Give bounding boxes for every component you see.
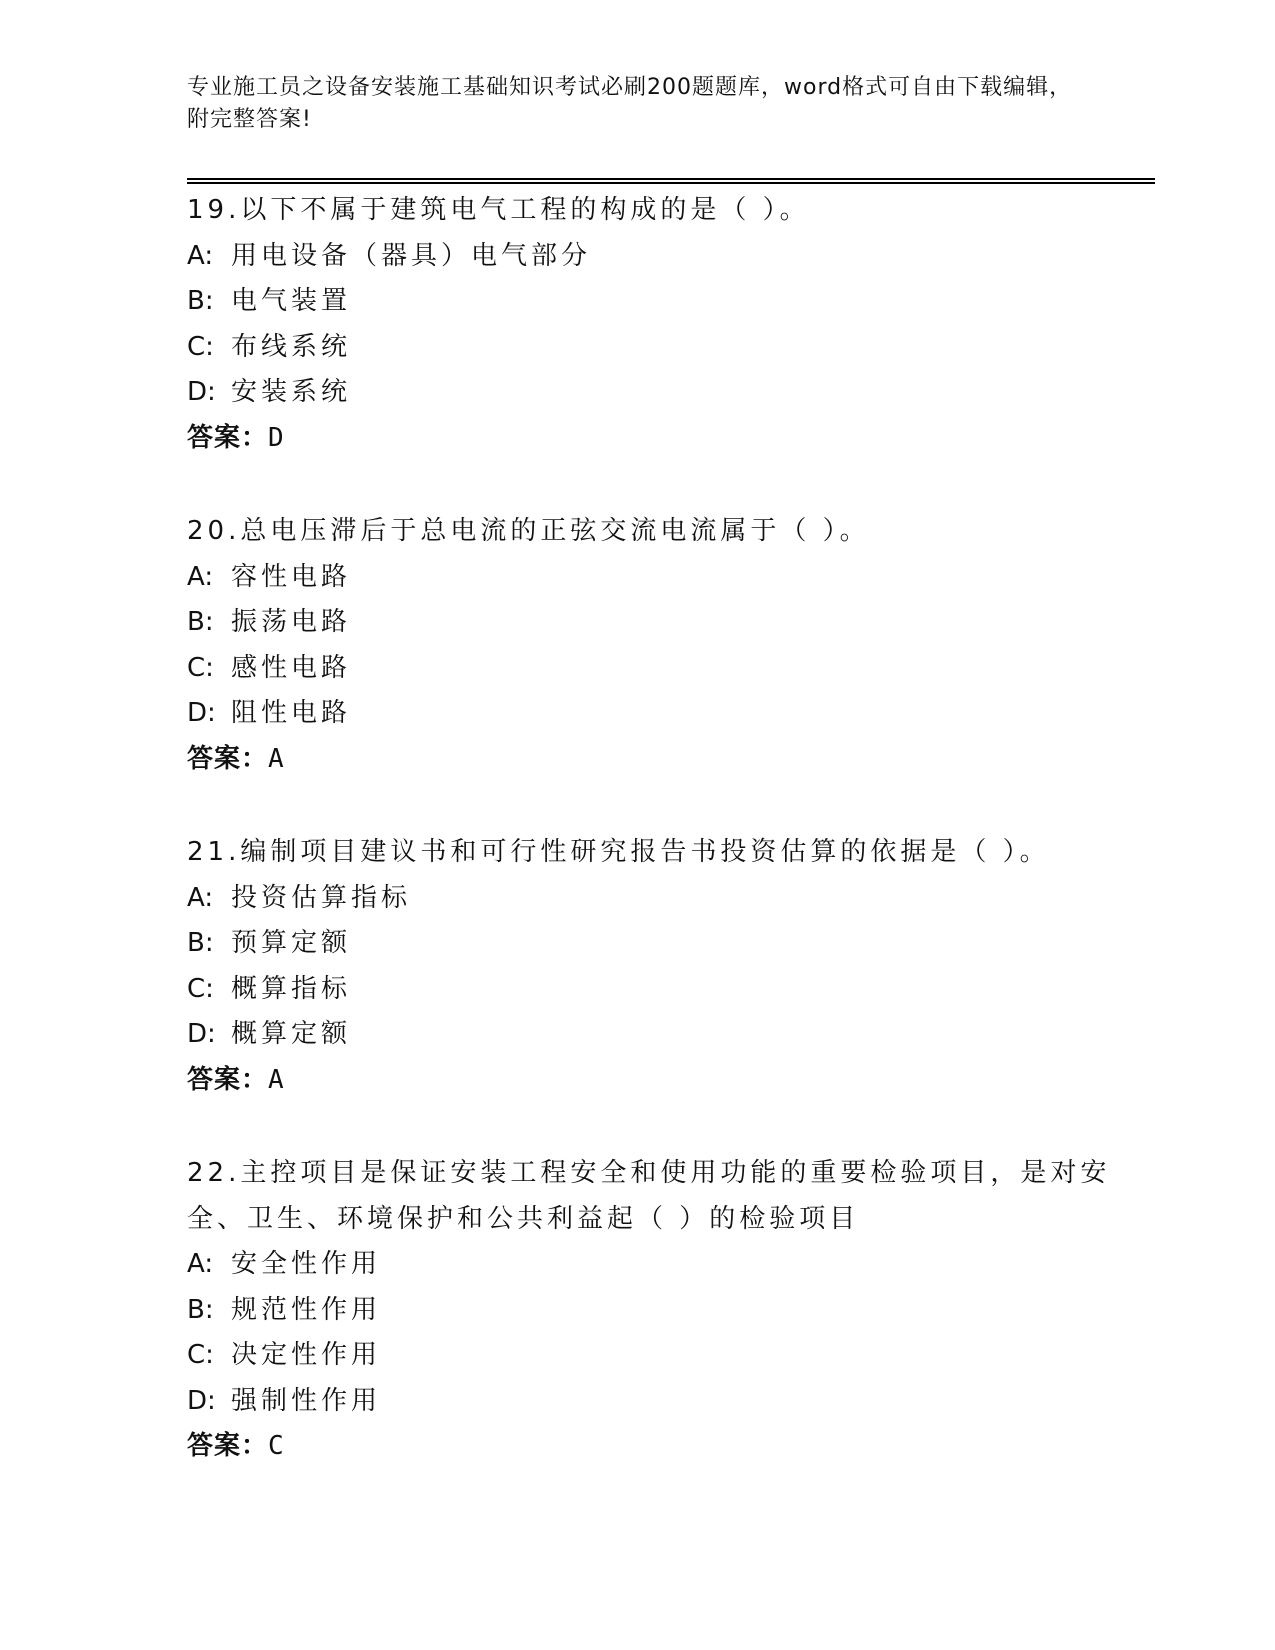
option-text: 强制性作用 [231,1385,382,1416]
option-b [187,279,1147,325]
option-text: 概算定额 [231,1019,352,1049]
option-a [187,234,1147,280]
question-stem: 20.总电压滞后于总电流的正弦交流电流属于（ ）。 [187,516,870,546]
option-letter: A: [187,1249,214,1279]
option-letter: C: [187,331,214,362]
header-rule-bottom [187,182,1155,184]
answer-value: A [268,743,285,774]
answer-value: D [268,422,285,453]
option-b [187,1288,1147,1334]
option-d [187,691,1147,737]
option-d [187,1379,1147,1425]
option-a [187,555,1147,601]
answer-label: 答案： [187,1431,269,1461]
option-text: 电气装置 [231,286,352,316]
option-letter: D: [187,1019,216,1049]
option-text: 布线系统 [231,331,352,362]
option-b [187,600,1147,646]
question-stem: 21.编制项目建议书和可行性研究报告书投资估算的依据是（ ）。 [187,837,1050,867]
option-letter: D: [187,698,216,728]
option-letter: B: [187,286,214,316]
answer-value: C [268,1431,285,1461]
answer-value: A [268,1064,285,1095]
option-c [187,967,1147,1013]
header-rule-top [187,178,1155,180]
option-letter: C: [187,973,214,1004]
question-list [187,188,1147,1518]
option-c [187,1333,1147,1379]
option-c [187,646,1147,692]
option-letter: B: [187,607,214,637]
answer-line [187,1424,1147,1470]
option-text: 决定性作用 [231,1340,382,1370]
option-text: 安装系统 [231,377,352,407]
answer-label: 答案： [187,1064,269,1095]
option-letter: D: [187,377,216,407]
option-d [187,370,1147,416]
option-d [187,1012,1147,1058]
answer-line [187,416,1147,462]
option-text: 安全性作用 [231,1249,382,1279]
option-b [187,921,1147,967]
option-letter: B: [187,1294,214,1325]
option-text: 概算指标 [231,973,352,1004]
option-text: 规范性作用 [231,1294,382,1325]
option-text: 感性电路 [231,652,352,683]
document-title: 专业施工员之设备安装施工基础知识考试必刷200题题库，word格式可自由下载编辑，附完整答案! [187,75,1073,132]
question-19 [187,188,1147,461]
option-a [187,1242,1147,1288]
answer-label: 答案： [187,422,269,453]
option-text: 容性电路 [231,561,352,592]
option-letter: B: [187,928,214,958]
option-text: 投资估算指标 [231,882,412,913]
option-text: 阻性电路 [231,698,352,728]
answer-line [187,737,1147,783]
question-stem: 22.主控项目是保证安装工程安全和使用功能的重要检验项目，是对安全、卫生、环境保护和公共利益起（ ）的检验项目 [187,1158,1111,1234]
question-21 [187,830,1147,1103]
question-stem: 19.以下不属于建筑电气工程的构成的是（ ）。 [187,195,810,225]
option-text: 用电设备（器具）电气部分 [231,240,592,271]
question-22 [187,1151,1147,1470]
option-letter: C: [187,652,214,683]
question-20 [187,509,1147,782]
option-text: 振荡电路 [231,607,352,637]
option-letter: A: [187,240,214,271]
option-text: 预算定额 [231,928,352,958]
option-letter: A: [187,882,214,913]
answer-line [187,1058,1147,1104]
answer-label: 答案： [187,743,269,774]
option-letter: D: [187,1385,216,1416]
option-a [187,876,1147,922]
option-letter: C: [187,1340,214,1370]
option-c [187,325,1147,371]
option-letter: A: [187,561,214,592]
